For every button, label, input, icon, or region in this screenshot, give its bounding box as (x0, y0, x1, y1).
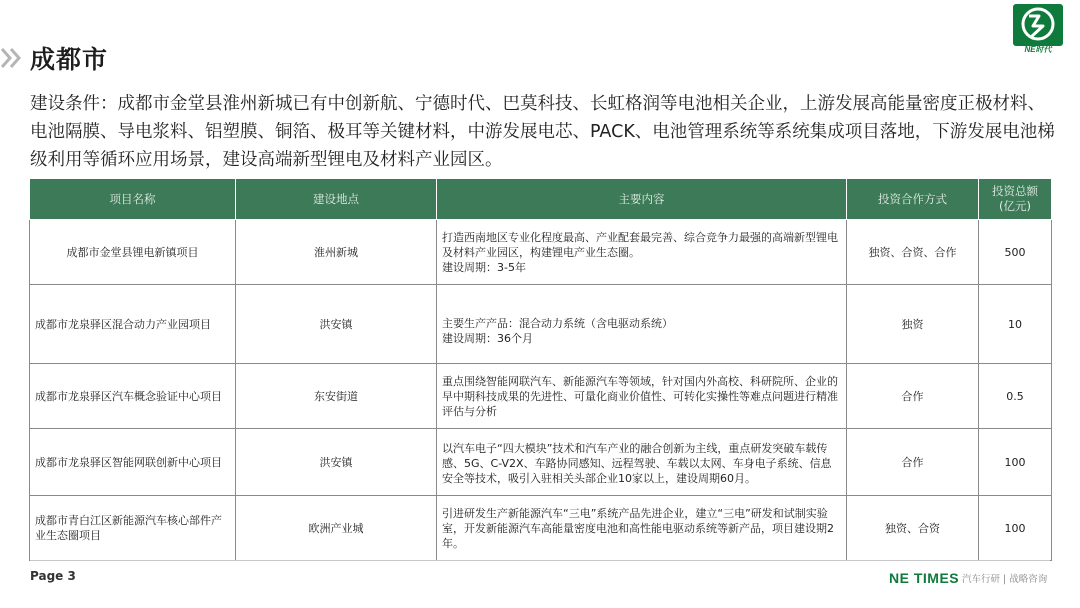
cell-investment-mode: 独资 (847, 285, 979, 364)
cell-main-content: 引进研发生产新能源汽车“三电”系统产品先进企业，建立“三电”研发和试制实验室，开发新能源汽车高能量密度电池和高性能电驱动系统等新产品，项目建设期2年。 (437, 496, 847, 561)
cell-investment-mode: 合作 (847, 364, 979, 429)
page-number: Page 3 (30, 569, 76, 583)
header-location: 建设地点 (236, 179, 437, 220)
footer-divider (30, 560, 1050, 561)
cell-main-content: 主要生产产品：混合动力系统（含电驱动系统） 建设周期：36个月 (437, 285, 847, 364)
cell-main-content: 以汽车电子“四大模块”技术和汽车产业的融合创新为主线，重点研发突破车载传感、5G、C-V2X、车路协同感知、远程驾驶、车载以太网、车身电子系统、信息安全等技术，吸引入驻相关头部企业10家以上，建设周期60月。 (437, 429, 847, 496)
cell-main-content: 重点围绕智能网联汽车、新能源汽车等领域，针对国内外高校、科研院所、企业的早中期科技成果的先进性、可量化商业价值性、可转化实操性等难点问题进行精准评估与分析 (437, 364, 847, 429)
cell-location: 洪安镇 (236, 285, 437, 364)
cell-project-name: 成都市龙泉驿区智能网联创新中心项目 (30, 429, 236, 496)
page-title: 成都市 (30, 45, 109, 74)
header-investment-amount (979, 179, 1052, 220)
intro-paragraph: 建设条件：成都市金堂县淮州新城已有中创新航、宁德时代、巴莫科技、长虹格润等电池相关企业，上游发展高能量密度正极材料、电池隔膜、导电浆料、铝塑膜、铜箔、极耳等关键材料，中游发展电芯、PACK、电池管理系统等系统集成项目落地，下游发展电池梯级利用等循环应用场景，建设高端新型锂电及材料产业园区。 (30, 94, 1055, 170)
cell-investment-mode: 合作 (847, 429, 979, 496)
cell-location: 欧洲产业城 (236, 496, 437, 561)
footer-brand: NE TIMES (889, 570, 960, 586)
cell-investment-mode: 独资、合资、合作 (847, 220, 979, 285)
header-project-name: 项目名称 (30, 179, 236, 220)
table-row (30, 285, 1052, 364)
cell-investment-amount: 100 (979, 496, 1052, 561)
header-main-content: 主要内容 (437, 179, 847, 220)
cell-investment-amount: 10 (979, 285, 1052, 364)
cell-main-content: 打造西南地区专业化程度最高、产业配套最完善、综合竞争力最强的高端新型锂电及材料产业园区，构建锂电产业生态圈。 建设周期：3-5年 (437, 220, 847, 285)
cell-investment-mode: 独资、合资 (847, 496, 979, 561)
table-row (30, 220, 1052, 285)
footer-tagline: 汽车行研 | 战略咨询 (962, 574, 1048, 585)
cell-investment-amount: 0.5 (979, 364, 1052, 429)
cell-location: 东安街道 (236, 364, 437, 429)
header-amount-line2: (亿元) (999, 199, 1031, 213)
cell-investment-amount: 100 (979, 429, 1052, 496)
cell-location: 淮州新城 (236, 220, 437, 285)
cell-investment-amount: 500 (979, 220, 1052, 285)
cell-project-name: 成都市龙泉驿区汽车概念验证中心项目 (30, 364, 236, 429)
table-row (30, 364, 1052, 429)
cell-project-name: 成都市青白江区新能源汽车核心部件产业生态圈项目 (30, 496, 236, 561)
logo-text: NE时代 (1024, 45, 1052, 54)
ne-times-logo (1010, 4, 1066, 58)
header-investment-mode: 投资合作方式 (847, 179, 979, 220)
table-row (30, 429, 1052, 496)
table-row (30, 496, 1052, 561)
cell-project-name: 成都市龙泉驿区混合动力产业园项目 (30, 285, 236, 364)
table-header-row (30, 179, 1052, 220)
cell-location: 洪安镇 (236, 429, 437, 496)
header-amount-line1: 投资总额 (992, 184, 1038, 198)
project-table (29, 178, 1052, 561)
cell-project-name: 成都市金堂县锂电新镇项目 (30, 220, 236, 285)
chevron-right-icon (0, 46, 22, 70)
ne-logo-icon (1010, 4, 1066, 46)
